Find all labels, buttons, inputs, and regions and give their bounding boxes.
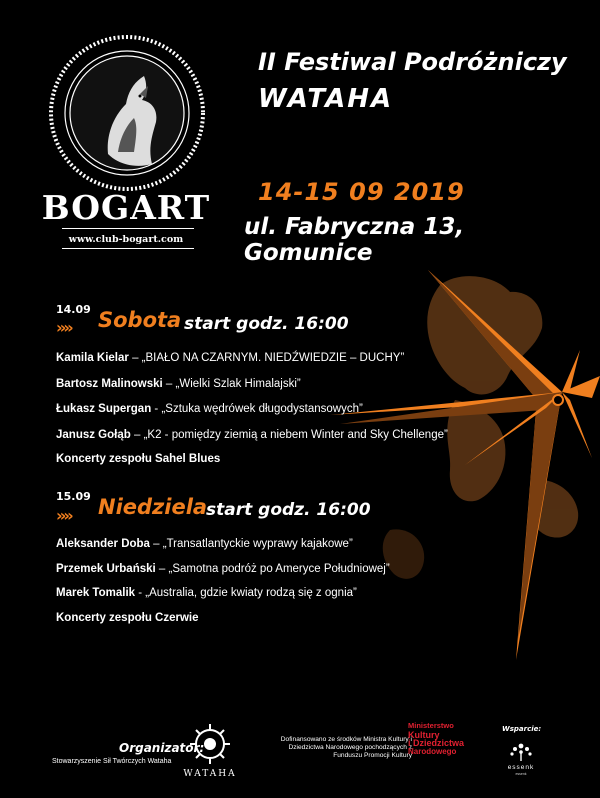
event-item: Janusz Gołąb – „K2 - pomiędzy ziemią a niebem Winter and Sky Chellenge” xyxy=(56,429,448,441)
funding-text: Dofinansowano ze środków Ministra Kultury i Dziedzictwa Narodowego pochodzących z Funduszu Promocji Kultury xyxy=(280,736,412,760)
day-date: 15.09 xyxy=(56,490,91,503)
day-name: Sobota xyxy=(98,308,182,332)
ministry-logo-line: i Dziedzictwa xyxy=(408,738,465,749)
festival-address: ul. Fabryczna 13, Gomunice xyxy=(244,214,465,266)
ministry-logo xyxy=(408,722,468,756)
brand-divider xyxy=(62,248,194,249)
day-name: Niedziela xyxy=(98,495,208,519)
sponsor-tree-icon xyxy=(506,740,536,762)
event-item: Marek Tomalik - „Australia, gdzie kwiaty rodzą się z ognia” xyxy=(56,587,357,599)
wataha-logo-text: WATAHA xyxy=(183,769,237,779)
organizer-name: Stowarzyszenie Sił Twórczych Wataha xyxy=(52,758,172,765)
event-item: Łukasz Supergan - „Sztuka wędrówek długodystansowych” xyxy=(56,403,363,415)
sponsor-subtitle: essenk xyxy=(515,772,527,776)
brand-name: BOGART xyxy=(41,188,211,227)
day-start-time: start godz. 16:00 xyxy=(206,500,371,520)
arrow-right-icon: »» xyxy=(56,318,71,337)
day-start-time: start godz. 16:00 xyxy=(184,314,349,334)
festival-dates: 14-15 09 2019 xyxy=(258,178,465,206)
event-item: Bartosz Malinowski – „Wielki Szlak Himalajski” xyxy=(56,378,301,390)
day-date: 14.09 xyxy=(56,303,91,316)
event-item: Kamila Kielar – „BIAŁO NA CZARNYM. NIEDŹWIEDZIE – DUCHY” xyxy=(56,352,405,364)
event-item: Aleksander Doba – „Transatlantyckie wyprawy kajakowe” xyxy=(56,538,353,550)
ministry-logo-line: Ministerstwo xyxy=(408,721,454,730)
sponsor-name: essenk xyxy=(507,764,535,771)
ministry-logo-line: Narodowego xyxy=(408,746,457,756)
brand-divider xyxy=(62,228,194,229)
organizer-label: Organizator: xyxy=(119,741,205,755)
brand-url[interactable]: www.club-bogart.com xyxy=(68,234,184,245)
ministry-logo-line: Kultury xyxy=(408,729,440,740)
festival-title: II Festiwal Podróżniczy xyxy=(258,48,567,76)
festival-name: WATAHA xyxy=(258,84,394,114)
wataha-emblem-icon xyxy=(188,722,232,766)
compass-map-artwork xyxy=(330,230,600,670)
event-item: Przemek Urbański – „Samotna podróż po Ameryce Południowej” xyxy=(56,563,390,575)
event-item: Koncerty zespołu Sahel Blues xyxy=(56,453,221,465)
arrow-right-icon: »» xyxy=(56,506,71,525)
event-item: Koncerty zespołu Czerwie xyxy=(56,612,199,624)
bogart-wolf-badge xyxy=(48,34,206,192)
sponsor-label: Wsparcie: xyxy=(502,725,542,733)
